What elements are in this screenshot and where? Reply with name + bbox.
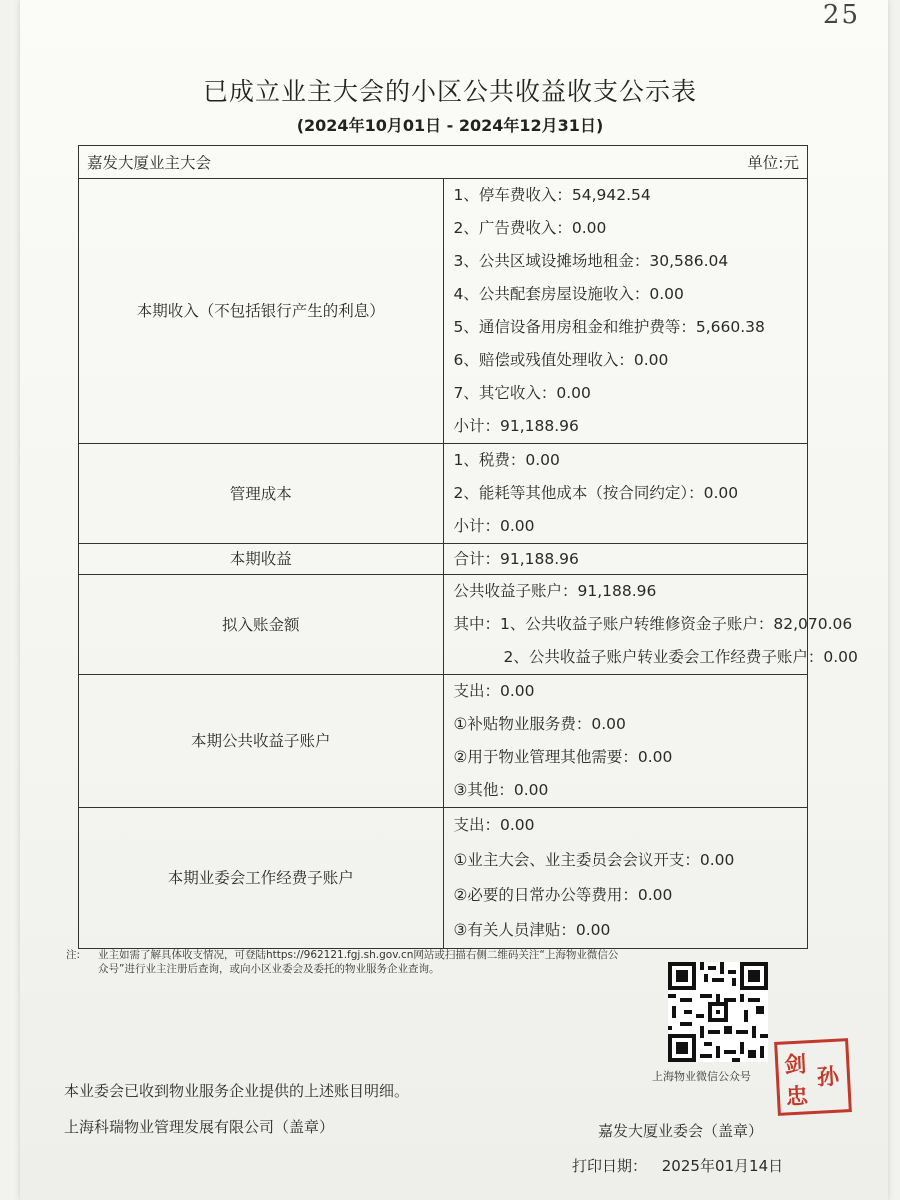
income-line: 5、通信设备用房租金和维护费等：5,660.38 [453,318,765,336]
committee-account-row [79,808,808,949]
committee-account-label: 本期业委会工作经费子账户 [79,808,444,949]
cost-row [79,444,808,544]
allocation-line: 其中：1、公共收益子账户转维修资金子账户：82,070.06 [453,615,853,633]
committee-account-line: ②必要的日常办公等费用：0.00 [453,886,673,904]
seal-stamp: 剑 忠 孙 [774,1038,852,1116]
income-line: 7、其它收入：0.00 [453,384,591,402]
qr-caption: 上海物业微信公众号 [652,1070,751,1083]
cost-subtotal: 小计：0.00 [453,517,535,535]
allocation-row [79,575,808,675]
qr-code-icon [668,962,768,1062]
income-subtotal: 小计：91,188.96 [453,417,579,435]
cost-label: 管理成本 [79,444,444,544]
income-label: 本期收入（不包括银行产生的利息） [79,179,444,444]
footnote-text: 业主如需了解具体收支情况，可登陆https://962121.fgj.sh.gov.cn网站或扫描右侧二维码关注“上海物业微信公众号”进行业主注册后查询，或向小区业委会及委托的物业服务企业查询。 [98,949,619,975]
table-header-row [79,146,808,179]
income-line: 6、赔偿或残值处理收入：0.00 [453,351,669,369]
document-period: (2024年10月01日 - 2024年12月31日) [296,116,604,135]
public-account-row [79,675,808,808]
income-line: 2、广告费收入：0.00 [453,219,607,237]
income-row [79,179,808,444]
public-account-label: 本期公共收益子账户 [79,675,444,808]
income-line: 1、停车费收入：54,942.54 [453,186,651,204]
earnings-total: 合计：91,188.96 [453,549,579,568]
committee-seal-line: 嘉发大厦业委会（盖章） [598,1122,764,1140]
committee-account-line: ③有关人员津贴：0.00 [453,921,611,939]
company-seal-line: 上海科瑞物业管理发展有限公司（盖章） [64,1118,335,1136]
allocation-line: 2、公共收益子账户转业委会工作经费子账户：0.00 [503,648,858,666]
handwritten-page-number: 25 [822,0,860,30]
committee-account-line: 支出：0.00 [453,816,535,834]
finance-table [78,145,858,949]
allocation-label: 拟入账金额 [79,575,444,675]
public-account-line: ②用于物业管理其他需要：0.00 [453,748,673,766]
committee-account-line: ①业主大会、业主委员会会议开支：0.00 [453,851,735,869]
earnings-label: 本期收益 [79,544,444,575]
document-title: 已成立业主大会的小区公共收益收支公示表 [202,77,697,106]
income-line: 4、公共配套房屋设施收入：0.00 [453,285,684,303]
allocation-line: 公共收益子账户：91,188.96 [453,582,657,600]
unit-label: 单位:元 [747,154,799,172]
cost-line: 2、能耗等其他成本（按合同约定）：0.00 [453,484,739,502]
public-account-line: ①补贴物业服务费：0.00 [453,715,626,733]
org-name: 嘉发大厦业主大会 [87,154,212,172]
public-account-line: 支出：0.00 [453,682,535,700]
cost-line: 1、税费：0.00 [453,451,560,469]
receipt-statement: 本业委会已收到物业服务企业提供的上述账目明细。 [64,1082,410,1100]
earnings-row [79,544,808,575]
footnote [66,948,626,976]
footnote-label: 注: [66,949,81,961]
print-date: 打印日期： 2025年01月14日 [572,1157,784,1175]
income-line: 3、公共区域设摊场地租金：30,586.04 [453,252,729,270]
public-account-line: ③其他：0.00 [453,781,549,799]
